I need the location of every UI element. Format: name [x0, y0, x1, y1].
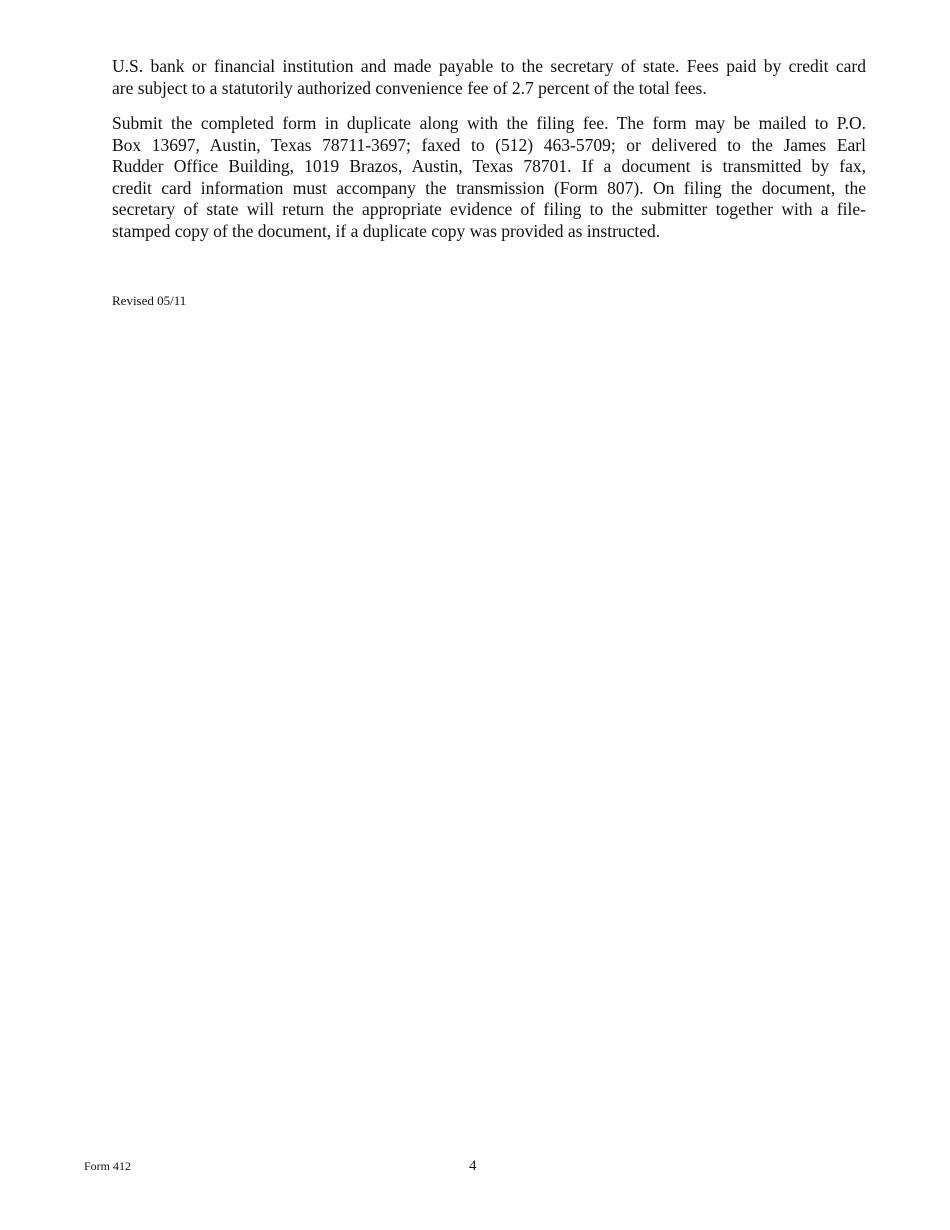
instructions-body — [112, 56, 866, 256]
paragraph-line: Submit the completed form in duplicate along with the filing fee. The form may be mailed to P.O. — [112, 113, 866, 133]
footer-form-label: Form 412 — [84, 1159, 132, 1173]
paragraph-line: U.S. bank or financial institution and made payable to the secretary of state. Fees paid by credit card — [112, 56, 866, 76]
paragraph-line: Rudder Office Building, 1019 Brazos, Austin, Texas 78701. If a document is transmitted by fax, — [112, 156, 866, 176]
paragraph-line: stamped copy of the document, if a duplicate copy was provided as instructed. — [112, 220, 661, 241]
paragraph-line: are subject to a statutorily authorized convenience fee of 2.7 percent of the total fees. — [112, 77, 707, 98]
fee-payment-paragraph — [112, 56, 866, 99]
revision-date: Revised 05/11 — [112, 293, 187, 308]
paragraph-line: Box 13697, Austin, Texas 78711-3697; faxed to (512) 463-5709; or delivered to the James Earl — [112, 134, 866, 155]
page-number: 4 — [469, 1158, 477, 1174]
paragraph-line: secretary of state will return the appropriate evidence of filing to the submitter together with a file- — [112, 199, 866, 219]
paragraph-line: credit card information must accompany the transmission (Form 807). On filing the document, the — [112, 177, 866, 198]
submission-paragraph — [112, 113, 866, 242]
